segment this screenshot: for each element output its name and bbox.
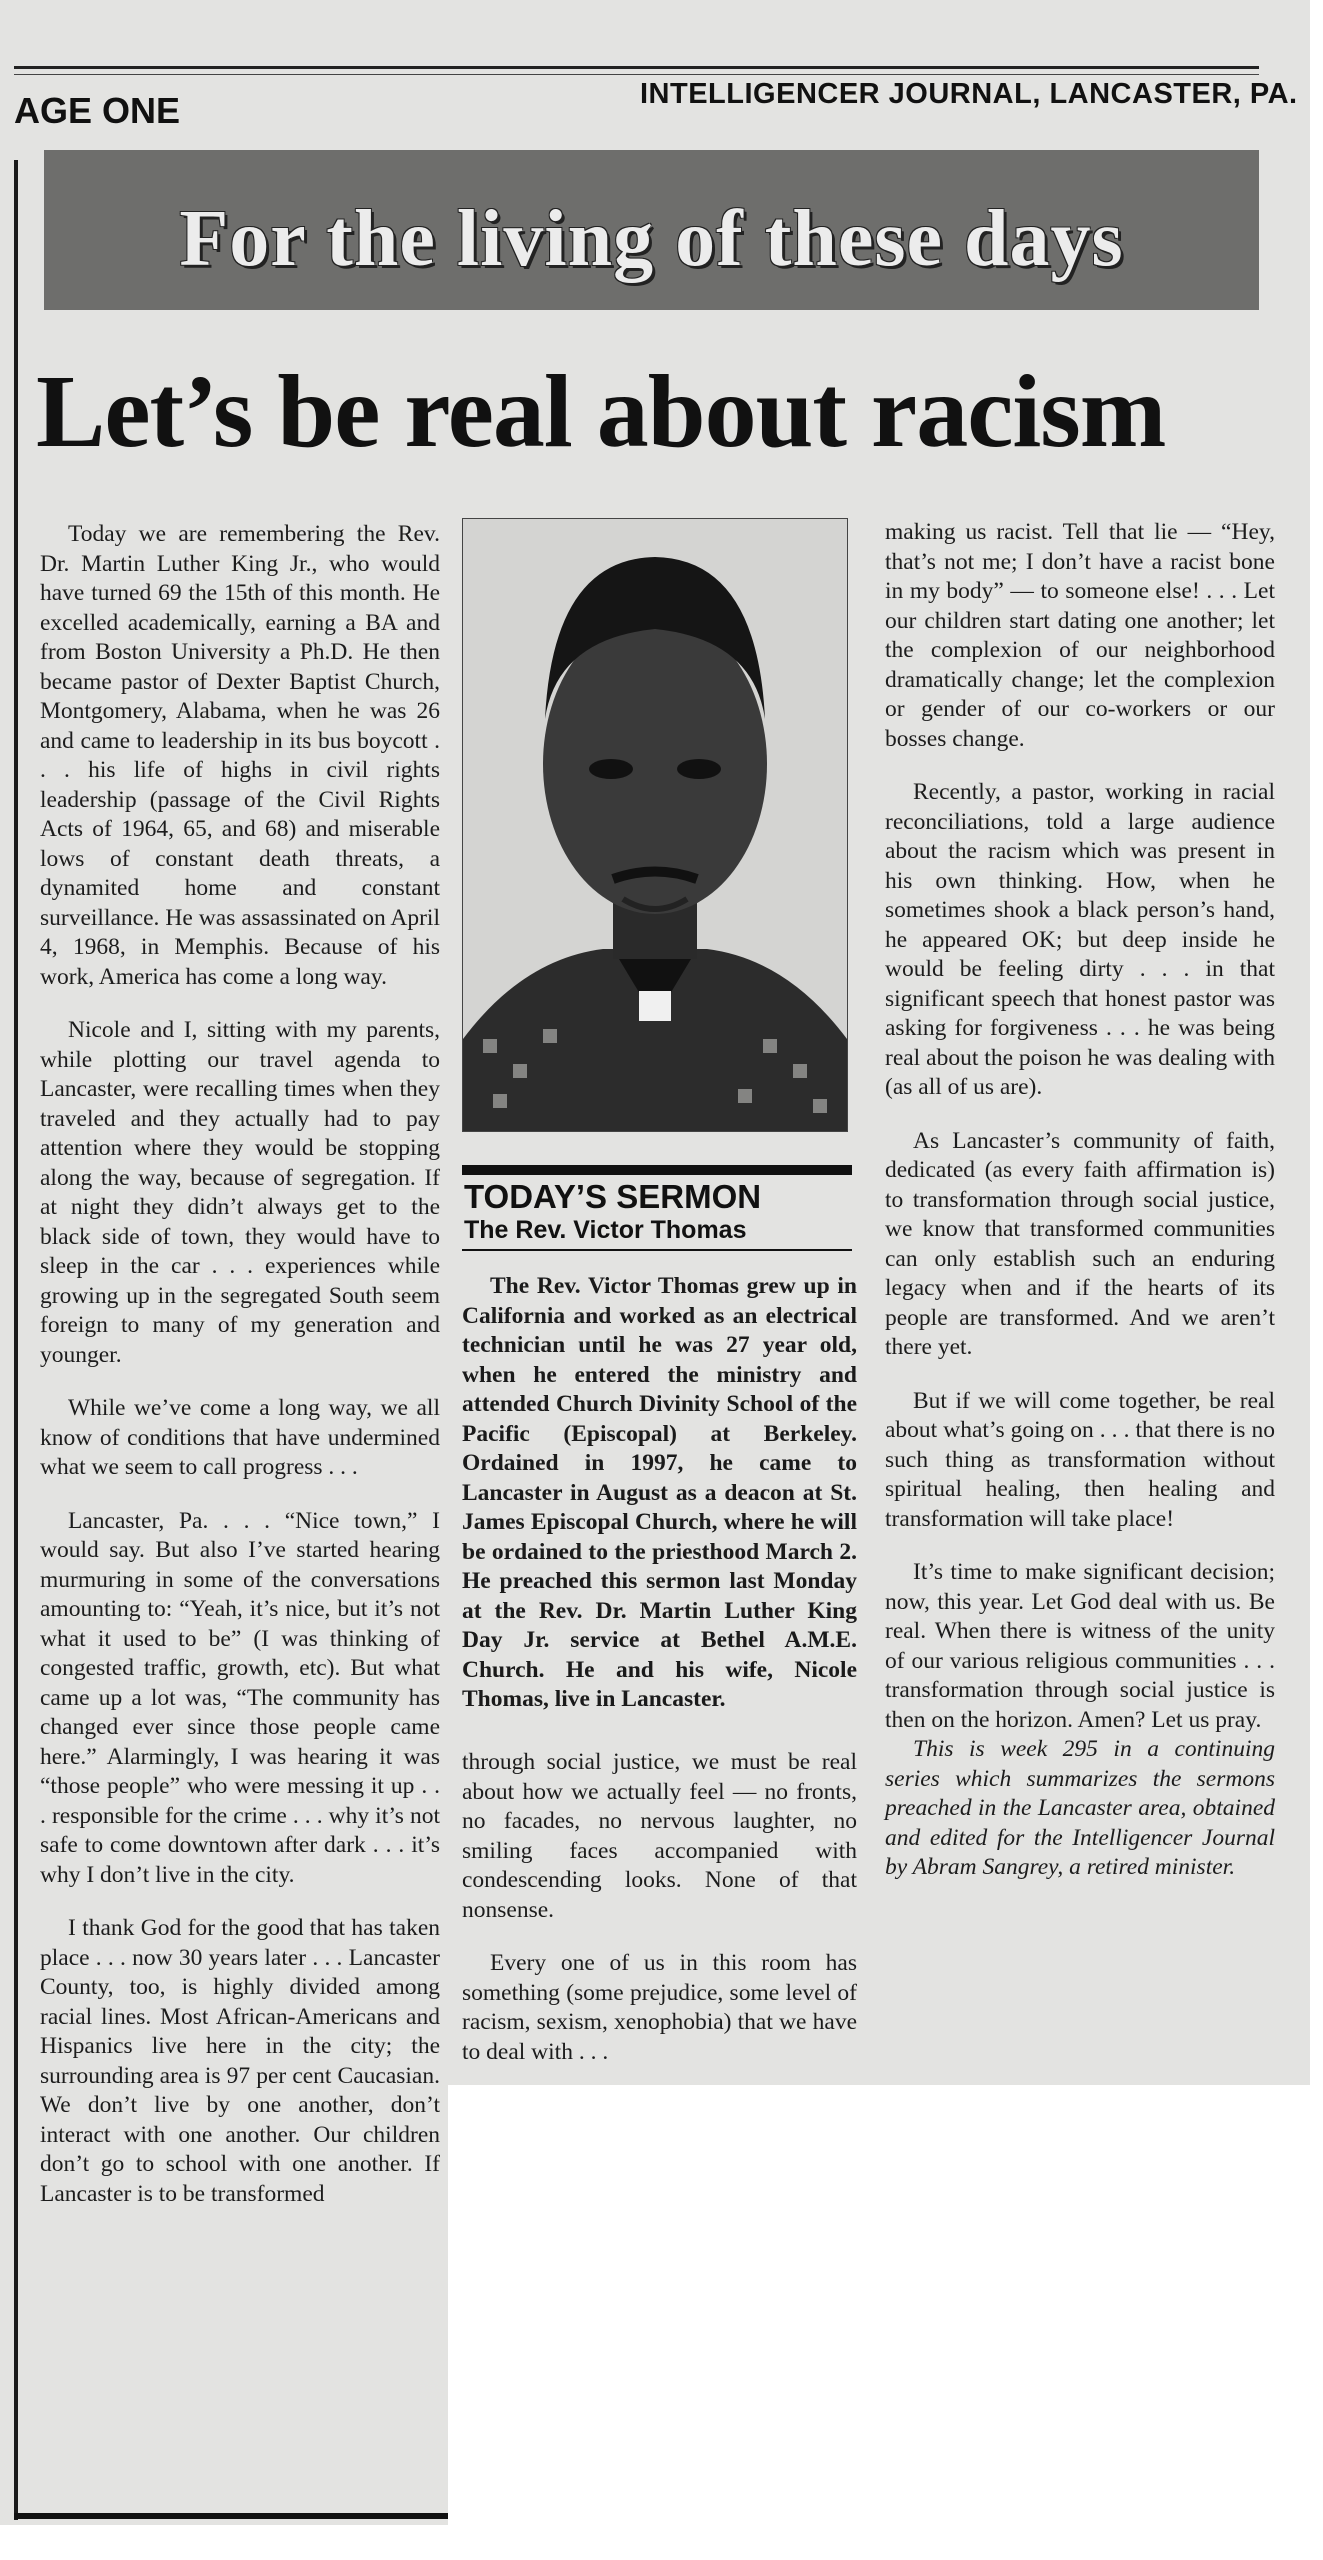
paragraph: Today we are remembering the Rev. Dr. Martin Luther King Jr., who would have turned 69 the 15th of this month. He excelled academically, earning a BA and from Boston University a Ph.D. He then became pastor of Dexter Baptist Church, Montgomery, Alabama, when he was 26 and came to leadership in its bus boycott . . . his life of highs in civil rights leadership (passage of the Civil Rights Acts of 1964, 65, and 68) and miserable lows of constant death threats, a dynamited home and constant surveillance. He was assassinated on April 4, 1968, in Memphis. Because of his work, America has come a long way. [40, 521, 440, 990]
top-rule-thin [14, 74, 1259, 75]
paragraph: Nicole and I, sitting with my parents, while plotting our travel agenda to Lancaster, were recalling times when they traveled and they actually had to pay attention where they would be stopping along the way, because of segregation. If at night they didn’t always get to the black side of town, they would have to sleep in the car . . . experiences while growing up in the segregated South seem foreign to many of my generation and younger. [40, 1017, 440, 1368]
paragraph: It’s time to make significant decision; now, this year. Let God deal with us. Be real. When there is witness of the unity of our various religious communities . . . transformation through social justice is then on the horizon. Amen? Let us pray. [885, 1559, 1275, 1733]
preacher-bio [462, 1272, 857, 1715]
paragraph: I thank God for the good that has taken place . . . now 30 years later . . . Lancaster County, too, is highly divided among racial lines. Most African-Americans and Hispanics live here in the city; the surrounding area is 97 per cent Caucasian. We don’t live by one another, don’t interact with one another. Our children don’t go to school with one another. If Lancaster is to be transformed [40, 1915, 440, 2207]
paragraph: Recently, a pastor, working in racial reconciliations, told a large audience about the racism which was present in his own thinking. How, when he sometimes shook a black person’s hand, he appeared OK; but deep inside he would be feeling dirty . . . in that significant speech that honest pastor was asking for forgiveness . . . he was being real about the poison he was dealing with (as all of us are). [885, 779, 1275, 1100]
portrait-illustration [463, 519, 847, 1131]
article-column-1 [40, 520, 440, 2233]
left-column-rule [14, 160, 18, 2520]
article-headline: Let’s be real about racism [36, 354, 1166, 469]
sermon-box-preacher: The Rev. Victor Thomas [464, 1216, 747, 1244]
portrait-photo [462, 518, 848, 1132]
bio-paragraph: The Rev. Victor Thomas grew up in California and worked as an electrical technician until he was 27 year old, when he entered the ministry and attended Church Divinity School of the Pacific (Episcopal) at Berkeley. Ordained in 1997, he came to Lancaster in August as a deacon at St. James Episcopal Church, where he will be ordained to the priesthood March 2. He preached this sermon last Monday at the Rev. Dr. Martin Luther King Day Jr. service at Bethel A.M.E. Church. He and his wife, Nicole Thomas, live in Lancaster. [462, 1273, 857, 1712]
sermon-box-rule [462, 1165, 852, 1175]
paragraph: While we’ve come a long way, we all know of conditions that have undermined what we seem to call progress . . . [40, 1395, 440, 1480]
paragraph: Lancaster, Pa. . . . “Nice town,” I would say. But also I’ve started hearing murmuring in some of the conversations amounting to: “Yeah, it’s nice, but it’s not what it used to be” (I was thinking of congested traffic, growth, etc). But what came up a lot was, “The community has changed ever since those people came here.” Alarmingly, I was hearing it was “those people” who were messing it up . . . responsible for the crime . . . why it’s not safe to come downtown after dark . . . it’s why I don’t live in the city. [40, 1507, 440, 1888]
sermon-box-title: TODAY’S SERMON [464, 1178, 762, 1215]
paragraph: As Lancaster’s community of faith, dedicated (as every faith affirmation is) to transformation through social justice, we know that transformed communities can only establish such an enduring legacy when and if the hearts of its people are transformed. And we aren’t there yet. [885, 1127, 1275, 1360]
series-tagline: This is week 295 in a continuing series which summarizes the sermons preached in the Lancaster area, obtained and edited for the Intelligencer Journal by Abram Sangrey, a retired minister. [885, 1736, 1275, 1880]
sermon-box-underline [462, 1249, 852, 1251]
banner-title: For the living of these days [179, 195, 1124, 283]
top-rule [14, 66, 1259, 69]
article-column-3 [885, 518, 1275, 1907]
bottom-rule [14, 2513, 448, 2519]
newspaper-name: INTELLIGENCER JOURNAL, LANCASTER, PA. [640, 78, 1298, 110]
section-banner [44, 150, 1259, 310]
page-label: AGE ONE [14, 90, 186, 132]
paragraph: Every one of us in this room has something (some prejudice, some level of racism, sexism, xenophobia) that we have to deal with . . . [462, 1950, 857, 2065]
article-column-2 [462, 1748, 857, 2091]
paragraph: through social justice, we must be real about how we actually feel — no fronts, no facades, no nervous laughter, no smiling faces accompanied with condescending looks. None of that nonsense. [462, 1749, 857, 1923]
paragraph: But if we will come together, be real about what’s going on . . . that there is no such thing as transformation without spiritual healing, then healing and transformation will take place! [885, 1387, 1275, 1532]
paragraph: making us racist. Tell that lie — “Hey, that’s not me; I don’t have a racist bone in my body” — to someone else! . . . Let our children start dating one another; let the complexion of our neighborhood dramatically change; let the complexion or gender of our co-workers or our bosses change. [885, 519, 1275, 752]
